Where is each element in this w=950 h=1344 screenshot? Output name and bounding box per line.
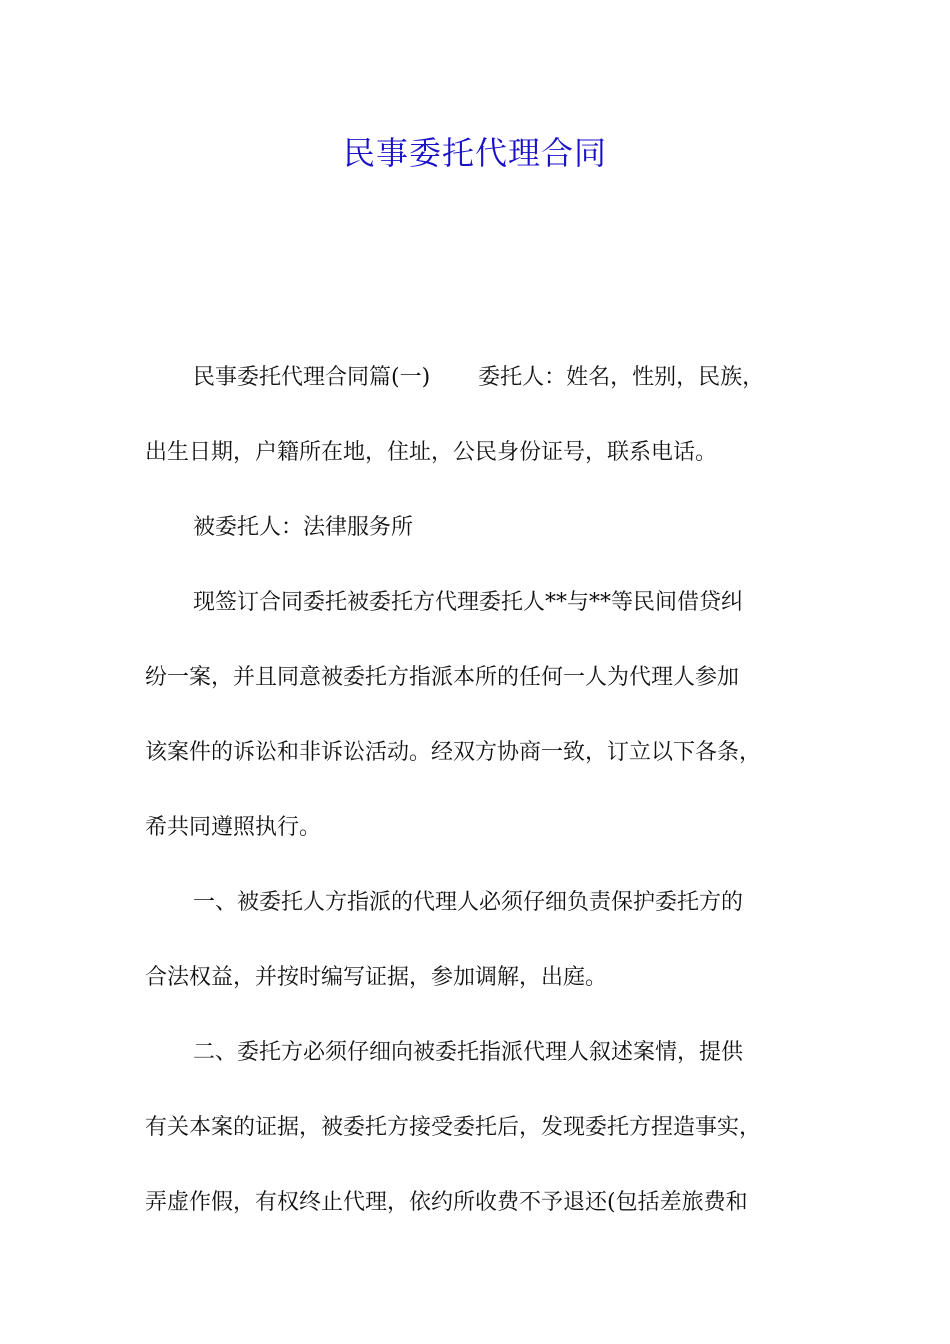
paragraph-contract-line-4: 希共同遵照执行。 bbox=[145, 815, 322, 840]
section-heading: 民事委托代理合同篇(一) bbox=[193, 365, 431, 390]
principal-fields: 委托人：姓名，性别，民族， bbox=[478, 365, 765, 390]
paragraph-contract-line-1: 现签订合同委托被委托方代理委托人**与**等民间借贷纠 bbox=[193, 590, 744, 615]
paragraph-agent: 被委托人：法律服务所 bbox=[193, 515, 414, 540]
document-body bbox=[145, 340, 835, 1240]
clause-two-line-3: 弄虚作假，有权终止代理，依约所收费不予退还(包括差旅费和 bbox=[145, 1190, 748, 1215]
clause-one-line-1: 一、被委托人方指派的代理人必须仔细负责保护委托方的 bbox=[193, 890, 744, 915]
paragraph-contract-line-3: 该案件的诉讼和非诉讼活动。经双方协商一致，订立以下各条， bbox=[145, 740, 762, 765]
paragraph-intro-line-2: 出生日期，户籍所在地，住址，公民身份证号，联系电话。 bbox=[145, 440, 718, 465]
clause-one-line-2: 合法权益，并按时编写证据，参加调解，出庭。 bbox=[145, 965, 608, 990]
paragraph-contract-line-2: 纷一案，并且同意被委托方指派本所的任何一人为代理人参加 bbox=[145, 665, 740, 690]
clause-two-line-2: 有关本案的证据，被委托方接受委托后，发现委托方捏造事实， bbox=[145, 1115, 762, 1140]
clause-two-line-1: 二、委托方必须仔细向被委托指派代理人叙述案情，提供 bbox=[193, 1040, 744, 1065]
paragraph-intro-line-1 bbox=[145, 340, 835, 415]
document-title: 民事委托代理合同 bbox=[342, 134, 607, 172]
